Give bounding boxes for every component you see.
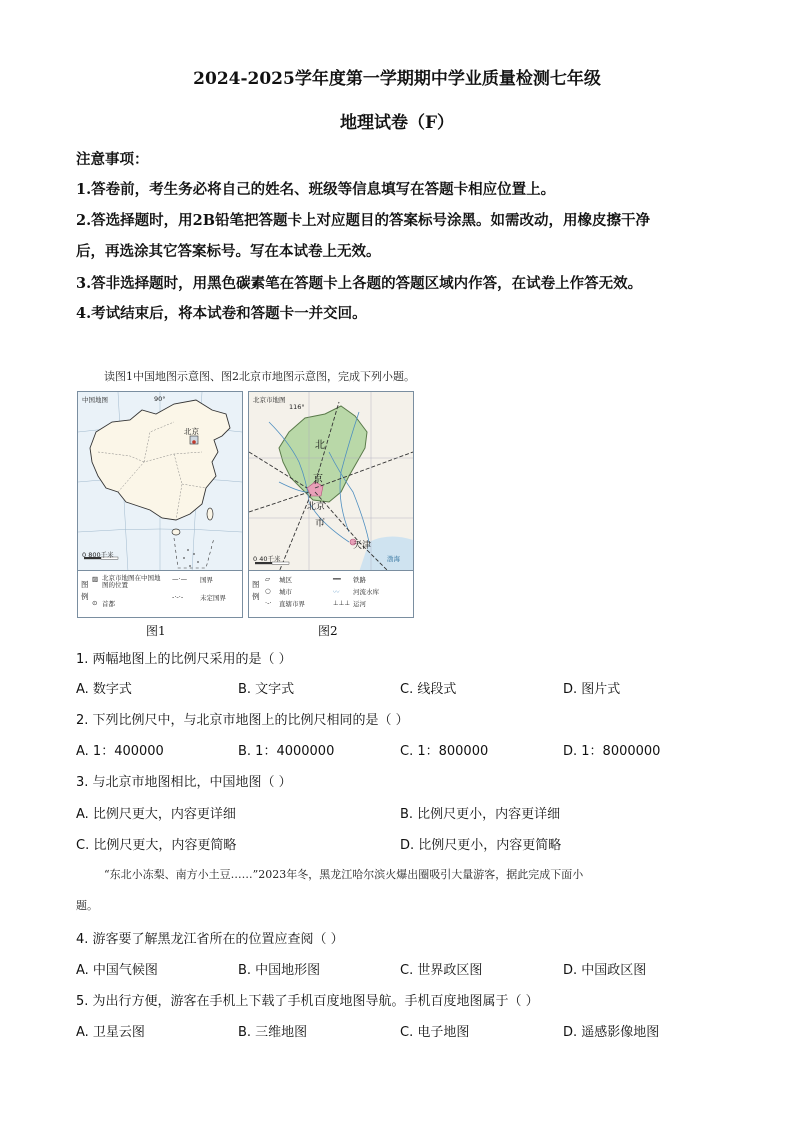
river-icon: 〰	[333, 588, 340, 596]
scale-label: 0 800千米	[82, 551, 114, 559]
city-label: 北京	[307, 502, 326, 512]
option-d[interactable]: D. 比例尺更小，内容更简略	[400, 838, 562, 853]
china-map	[77, 391, 243, 618]
canal-icon: ⊥⊥⊥	[333, 599, 350, 607]
note-item: 2.答选择题时，用2B铅笔把答题卡上对应题目的答案标号涂黑。如需改动，用橡皮擦干净	[76, 212, 650, 229]
option-d[interactable]: D. 图片式	[563, 682, 621, 697]
map-title: 中国地图	[82, 396, 108, 404]
legend-item: 城区	[279, 576, 292, 584]
legend-item: 河流水库	[353, 588, 379, 596]
legend-item: 城市	[279, 588, 292, 596]
scale-label: 0 40千米	[253, 555, 281, 563]
option-d[interactable]: D. 1：8000000	[563, 744, 661, 759]
note-item: 后，再选涂其它答案标号。写在本试卷上无效。	[76, 243, 381, 260]
option-c[interactable]: C. 线段式	[400, 682, 457, 697]
note-item: 1.答卷前，考生务必将自己的姓名、班级等信息填写在答题卡相应位置上。	[76, 181, 556, 198]
figure-caption: 图1	[146, 624, 166, 638]
option-b[interactable]: B. 1：4000000	[238, 744, 335, 759]
legend	[249, 570, 413, 617]
beijing-label: 北京	[184, 427, 199, 436]
legend-item: 铁路	[353, 576, 366, 584]
region-label: 京	[313, 474, 323, 485]
question-4: 4. 游客要了解黑龙江省所在的位置应查阅（ ）	[76, 932, 344, 947]
question-3: 3. 与北京市地图相比，中国地图（ ）	[76, 775, 292, 790]
reading-intro: “东北小冻梨、南方小土豆……”2023年冬，黑龙江哈尔滨火爆出圈吸引大量游客，据此完成下面小	[104, 868, 584, 881]
option-c[interactable]: C. 1：800000	[400, 744, 489, 759]
boundary-icon: ·-·	[265, 599, 272, 607]
option-b[interactable]: B. 比例尺更小，内容更详细	[400, 807, 561, 822]
option-d[interactable]: D. 中国政区图	[563, 963, 647, 978]
map-title: 北京市地图	[253, 396, 286, 404]
legend-box-icon: ▨	[92, 575, 99, 583]
reading-intro: 读图1中国地图示意图、图2北京市地图示意图，完成下列小题。	[104, 370, 415, 383]
legend-item: 北京市地图在中国地图的位置	[102, 574, 161, 589]
capital-icon: ⊙	[92, 599, 98, 607]
option-c[interactable]: C. 比例尺更大，内容更简略	[76, 838, 237, 853]
figure-caption: 图2	[318, 624, 338, 638]
beijing-map	[248, 391, 414, 618]
question-5: 5. 为出行方便，游客在手机上下载了手机百度地图导航。手机百度地图属于（ ）	[76, 994, 539, 1009]
city-label: 天津	[353, 541, 372, 551]
sea-label: 渤海	[387, 555, 400, 563]
exam-title: 2024-2025学年度第一学期期中学业质量检测七年级	[193, 69, 601, 89]
legend-item: 运河	[353, 600, 366, 608]
option-b[interactable]: B. 中国地形图	[238, 963, 321, 978]
region-label: 市	[315, 518, 325, 529]
option-a[interactable]: A. 卫星云图	[76, 1025, 145, 1040]
legend-title: 图例	[252, 580, 260, 601]
legend-item: 未定国界	[200, 594, 226, 602]
beijing-map-graphic	[249, 392, 413, 572]
reading-intro-cont: 题。	[76, 899, 98, 912]
railway-icon: ━━	[333, 575, 341, 583]
longitude-label: 116°	[289, 403, 305, 411]
urban-icon: ▱	[265, 575, 270, 583]
option-a[interactable]: A. 中国气候图	[76, 963, 158, 978]
city-icon: ○	[265, 587, 271, 595]
legend-item: 直辖市界	[279, 600, 305, 608]
notes-heading: 注意事项：	[76, 151, 149, 168]
border-line-icon: —·—	[172, 575, 188, 583]
question-1: 1. 两幅地图上的比例尺采用的是（ ）	[76, 652, 292, 667]
longitude-label: 90°	[154, 395, 166, 403]
option-c[interactable]: C. 世界政区图	[400, 963, 483, 978]
china-map-graphic	[78, 392, 242, 572]
legend-title: 图例	[81, 580, 89, 601]
option-d[interactable]: D. 遥感影像地图	[563, 1025, 660, 1040]
option-b[interactable]: B. 三维地图	[238, 1025, 308, 1040]
legend	[78, 570, 242, 617]
legend-item: 首都	[102, 600, 115, 608]
option-c[interactable]: C. 电子地图	[400, 1025, 470, 1040]
option-a[interactable]: A. 1：400000	[76, 744, 164, 759]
legend-item: 国界	[200, 576, 213, 584]
note-item: 4.考试结束后，将本试卷和答题卡一并交回。	[76, 305, 367, 322]
undefined-border-icon: -·-·-	[172, 593, 184, 601]
option-b[interactable]: B. 文字式	[238, 682, 295, 697]
option-a[interactable]: A. 比例尺更大，内容更详细	[76, 807, 236, 822]
note-item: 3.答非选择题时，用黑色碳素笔在答题卡上各题的答题区域内作答，在试卷上作答无效。	[76, 275, 643, 292]
question-2: 2. 下列比例尺中，与北京市地图上的比例尺相同的是（ ）	[76, 713, 409, 728]
region-label: 北	[315, 440, 325, 451]
exam-subtitle: 地理试卷（F）	[339, 113, 455, 133]
option-a[interactable]: A. 数字式	[76, 682, 132, 697]
